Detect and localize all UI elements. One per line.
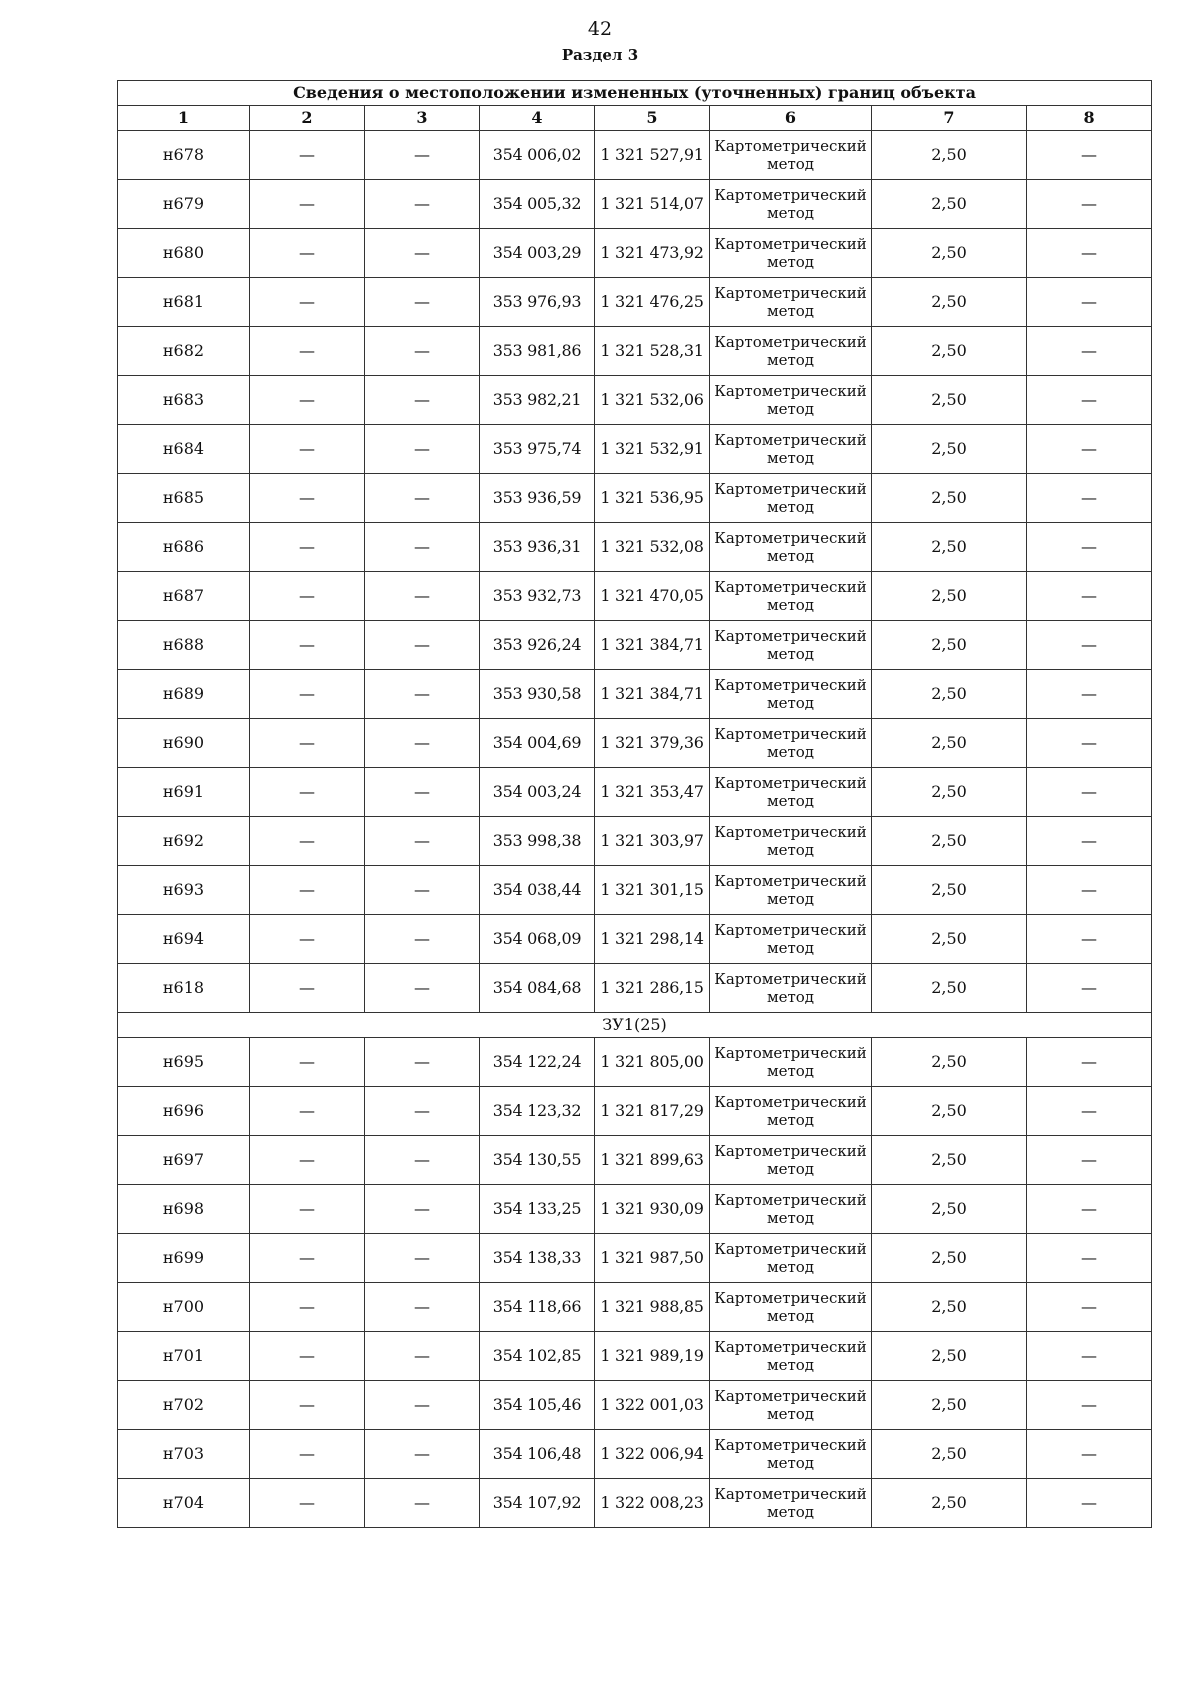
col3-cell: —	[365, 915, 480, 964]
table-row	[118, 425, 1152, 474]
point-id-cell: н696	[118, 1087, 250, 1136]
point-id-cell: н684	[118, 425, 250, 474]
col3-cell: —	[365, 621, 480, 670]
x-coordinate-cell: 353 936,31	[480, 523, 595, 572]
method-cell: Картометрический метод	[710, 1038, 872, 1087]
y-coordinate-cell: 1 321 301,15	[595, 866, 710, 915]
x-coordinate-cell: 353 936,59	[480, 474, 595, 523]
col8-cell: —	[1027, 1479, 1152, 1528]
table-row	[118, 474, 1152, 523]
point-id-cell: н702	[118, 1381, 250, 1430]
table-caption-row	[118, 81, 1152, 106]
table-body	[118, 81, 1152, 1528]
method-cell: Картометрический метод	[710, 1332, 872, 1381]
accuracy-cell: 2,50	[872, 1185, 1027, 1234]
method-cell: Картометрический метод	[710, 817, 872, 866]
x-coordinate-cell: 354 107,92	[480, 1479, 595, 1528]
col2-cell: —	[250, 523, 365, 572]
column-number-row	[118, 106, 1152, 131]
col8-cell: —	[1027, 768, 1152, 817]
y-coordinate-cell: 1 321 303,97	[595, 817, 710, 866]
y-coordinate-cell: 1 321 988,85	[595, 1283, 710, 1332]
y-coordinate-cell: 1 321 989,19	[595, 1332, 710, 1381]
accuracy-cell: 2,50	[872, 229, 1027, 278]
point-id-cell: н691	[118, 768, 250, 817]
col3-cell: —	[365, 474, 480, 523]
method-cell: Картометрический метод	[710, 866, 872, 915]
col3-cell: —	[365, 523, 480, 572]
column-header: 8	[1027, 106, 1152, 131]
point-id-cell: н701	[118, 1332, 250, 1381]
accuracy-cell: 2,50	[872, 915, 1027, 964]
col3-cell: —	[365, 964, 480, 1013]
table-row	[118, 1381, 1152, 1430]
method-cell: Картометрический метод	[710, 768, 872, 817]
point-id-cell: н698	[118, 1185, 250, 1234]
col3-cell: —	[365, 1234, 480, 1283]
col2-cell: —	[250, 572, 365, 621]
point-id-cell: н694	[118, 915, 250, 964]
method-cell: Картометрический метод	[710, 1283, 872, 1332]
point-id-cell: н693	[118, 866, 250, 915]
col2-cell: —	[250, 817, 365, 866]
method-cell: Картометрический метод	[710, 1234, 872, 1283]
point-id-cell: н697	[118, 1136, 250, 1185]
method-cell: Картометрический метод	[710, 670, 872, 719]
col2-cell: —	[250, 866, 365, 915]
col2-cell: —	[250, 1430, 365, 1479]
col8-cell: —	[1027, 1283, 1152, 1332]
col8-cell: —	[1027, 180, 1152, 229]
accuracy-cell: 2,50	[872, 1332, 1027, 1381]
accuracy-cell: 2,50	[872, 376, 1027, 425]
table-row	[118, 1479, 1152, 1528]
point-id-cell: н690	[118, 719, 250, 768]
method-cell: Картометрический метод	[710, 572, 872, 621]
group-label: ЗУ1(25)	[118, 1013, 1152, 1038]
table-row	[118, 278, 1152, 327]
column-header: 7	[872, 106, 1027, 131]
col8-cell: —	[1027, 572, 1152, 621]
y-coordinate-cell: 1 321 532,91	[595, 425, 710, 474]
y-coordinate-cell: 1 321 899,63	[595, 1136, 710, 1185]
col8-cell: —	[1027, 1087, 1152, 1136]
col2-cell: —	[250, 621, 365, 670]
method-cell: Картометрический метод	[710, 1185, 872, 1234]
accuracy-cell: 2,50	[872, 131, 1027, 180]
col3-cell: —	[365, 1332, 480, 1381]
table-row	[118, 817, 1152, 866]
col2-cell: —	[250, 425, 365, 474]
y-coordinate-cell: 1 322 008,23	[595, 1479, 710, 1528]
point-id-cell: н687	[118, 572, 250, 621]
column-header: 3	[365, 106, 480, 131]
boundary-coordinates-table	[117, 80, 1152, 1528]
method-cell: Картометрический метод	[710, 180, 872, 229]
col2-cell: —	[250, 180, 365, 229]
col8-cell: —	[1027, 1332, 1152, 1381]
method-cell: Картометрический метод	[710, 621, 872, 670]
accuracy-cell: 2,50	[872, 278, 1027, 327]
point-id-cell: н703	[118, 1430, 250, 1479]
x-coordinate-cell: 354 133,25	[480, 1185, 595, 1234]
col3-cell: —	[365, 817, 480, 866]
x-coordinate-cell: 353 982,21	[480, 376, 595, 425]
col8-cell: —	[1027, 1038, 1152, 1087]
col8-cell: —	[1027, 670, 1152, 719]
col3-cell: —	[365, 866, 480, 915]
col3-cell: —	[365, 327, 480, 376]
point-id-cell: н681	[118, 278, 250, 327]
y-coordinate-cell: 1 321 384,71	[595, 621, 710, 670]
y-coordinate-cell: 1 321 473,92	[595, 229, 710, 278]
col2-cell: —	[250, 719, 365, 768]
x-coordinate-cell: 354 005,32	[480, 180, 595, 229]
col8-cell: —	[1027, 425, 1152, 474]
col8-cell: —	[1027, 1430, 1152, 1479]
y-coordinate-cell: 1 321 379,36	[595, 719, 710, 768]
table-row	[118, 327, 1152, 376]
table-row	[118, 1234, 1152, 1283]
y-coordinate-cell: 1 321 528,31	[595, 327, 710, 376]
col8-cell: —	[1027, 278, 1152, 327]
col3-cell: —	[365, 719, 480, 768]
y-coordinate-cell: 1 321 353,47	[595, 768, 710, 817]
accuracy-cell: 2,50	[872, 1479, 1027, 1528]
method-cell: Картометрический метод	[710, 1479, 872, 1528]
y-coordinate-cell: 1 321 286,15	[595, 964, 710, 1013]
col2-cell: —	[250, 1283, 365, 1332]
point-id-cell: н678	[118, 131, 250, 180]
table-row	[118, 572, 1152, 621]
col8-cell: —	[1027, 1381, 1152, 1430]
method-cell: Картометрический метод	[710, 1430, 872, 1479]
accuracy-cell: 2,50	[872, 1283, 1027, 1332]
column-header: 2	[250, 106, 365, 131]
col3-cell: —	[365, 1185, 480, 1234]
y-coordinate-cell: 1 321 817,29	[595, 1087, 710, 1136]
x-coordinate-cell: 354 102,85	[480, 1332, 595, 1381]
col2-cell: —	[250, 768, 365, 817]
col2-cell: —	[250, 1038, 365, 1087]
table-row	[118, 1087, 1152, 1136]
col8-cell: —	[1027, 523, 1152, 572]
col2-cell: —	[250, 376, 365, 425]
y-coordinate-cell: 1 321 514,07	[595, 180, 710, 229]
column-header: 6	[710, 106, 872, 131]
y-coordinate-cell: 1 321 532,06	[595, 376, 710, 425]
accuracy-cell: 2,50	[872, 1430, 1027, 1479]
point-id-cell: н683	[118, 376, 250, 425]
method-cell: Картометрический метод	[710, 523, 872, 572]
y-coordinate-cell: 1 322 006,94	[595, 1430, 710, 1479]
col3-cell: —	[365, 180, 480, 229]
col3-cell: —	[365, 1381, 480, 1430]
col3-cell: —	[365, 1136, 480, 1185]
point-id-cell: н618	[118, 964, 250, 1013]
col2-cell: —	[250, 1234, 365, 1283]
column-header: 5	[595, 106, 710, 131]
table-row	[118, 719, 1152, 768]
x-coordinate-cell: 353 976,93	[480, 278, 595, 327]
x-coordinate-cell: 353 981,86	[480, 327, 595, 376]
accuracy-cell: 2,50	[872, 523, 1027, 572]
col2-cell: —	[250, 1136, 365, 1185]
col3-cell: —	[365, 572, 480, 621]
col8-cell: —	[1027, 376, 1152, 425]
table-row	[118, 1332, 1152, 1381]
point-id-cell: н679	[118, 180, 250, 229]
table-row	[118, 964, 1152, 1013]
col8-cell: —	[1027, 915, 1152, 964]
x-coordinate-cell: 354 003,29	[480, 229, 595, 278]
accuracy-cell: 2,50	[872, 768, 1027, 817]
x-coordinate-cell: 353 998,38	[480, 817, 595, 866]
y-coordinate-cell: 1 321 470,05	[595, 572, 710, 621]
col3-cell: —	[365, 376, 480, 425]
accuracy-cell: 2,50	[872, 1087, 1027, 1136]
col8-cell: —	[1027, 1136, 1152, 1185]
x-coordinate-cell: 354 123,32	[480, 1087, 595, 1136]
table-row	[118, 1283, 1152, 1332]
col3-cell: —	[365, 278, 480, 327]
table-row	[118, 621, 1152, 670]
col2-cell: —	[250, 1381, 365, 1430]
accuracy-cell: 2,50	[872, 670, 1027, 719]
col2-cell: —	[250, 1087, 365, 1136]
point-id-cell: н688	[118, 621, 250, 670]
col8-cell: —	[1027, 621, 1152, 670]
table-row	[118, 523, 1152, 572]
x-coordinate-cell: 354 004,69	[480, 719, 595, 768]
x-coordinate-cell: 354 084,68	[480, 964, 595, 1013]
col2-cell: —	[250, 474, 365, 523]
col2-cell: —	[250, 1185, 365, 1234]
table-row	[118, 131, 1152, 180]
table-row	[118, 376, 1152, 425]
method-cell: Картометрический метод	[710, 376, 872, 425]
table-row	[118, 1038, 1152, 1087]
col8-cell: —	[1027, 1185, 1152, 1234]
method-cell: Картометрический метод	[710, 278, 872, 327]
method-cell: Картометрический метод	[710, 229, 872, 278]
x-coordinate-cell: 354 106,48	[480, 1430, 595, 1479]
point-id-cell: н704	[118, 1479, 250, 1528]
col3-cell: —	[365, 1038, 480, 1087]
col2-cell: —	[250, 278, 365, 327]
table-row	[118, 670, 1152, 719]
col2-cell: —	[250, 229, 365, 278]
x-coordinate-cell: 354 003,24	[480, 768, 595, 817]
col8-cell: —	[1027, 474, 1152, 523]
page-number: 42	[587, 18, 613, 40]
x-coordinate-cell: 354 118,66	[480, 1283, 595, 1332]
col8-cell: —	[1027, 1234, 1152, 1283]
accuracy-cell: 2,50	[872, 327, 1027, 376]
accuracy-cell: 2,50	[872, 964, 1027, 1013]
accuracy-cell: 2,50	[872, 621, 1027, 670]
method-cell: Картометрический метод	[710, 131, 872, 180]
col2-cell: —	[250, 670, 365, 719]
table-row	[118, 1136, 1152, 1185]
col3-cell: —	[365, 1087, 480, 1136]
table-row	[118, 1185, 1152, 1234]
col8-cell: —	[1027, 866, 1152, 915]
col2-cell: —	[250, 1332, 365, 1381]
method-cell: Картометрический метод	[710, 474, 872, 523]
point-id-cell: н695	[118, 1038, 250, 1087]
y-coordinate-cell: 1 321 384,71	[595, 670, 710, 719]
accuracy-cell: 2,50	[872, 572, 1027, 621]
table-row	[118, 866, 1152, 915]
table-row	[118, 915, 1152, 964]
x-coordinate-cell: 354 038,44	[480, 866, 595, 915]
table-row	[118, 768, 1152, 817]
column-header: 1	[118, 106, 250, 131]
point-id-cell: н689	[118, 670, 250, 719]
col8-cell: —	[1027, 327, 1152, 376]
col8-cell: —	[1027, 719, 1152, 768]
col8-cell: —	[1027, 131, 1152, 180]
accuracy-cell: 2,50	[872, 1136, 1027, 1185]
y-coordinate-cell: 1 321 298,14	[595, 915, 710, 964]
x-coordinate-cell: 354 105,46	[480, 1381, 595, 1430]
method-cell: Картометрический метод	[710, 1136, 872, 1185]
col3-cell: —	[365, 1283, 480, 1332]
col3-cell: —	[365, 425, 480, 474]
col8-cell: —	[1027, 964, 1152, 1013]
y-coordinate-cell: 1 321 805,00	[595, 1038, 710, 1087]
x-coordinate-cell: 354 130,55	[480, 1136, 595, 1185]
col3-cell: —	[365, 1479, 480, 1528]
x-coordinate-cell: 354 138,33	[480, 1234, 595, 1283]
col2-cell: —	[250, 1479, 365, 1528]
method-cell: Картометрический метод	[710, 1381, 872, 1430]
section-title: Раздел 3	[561, 46, 639, 64]
method-cell: Картометрический метод	[710, 915, 872, 964]
point-id-cell: н699	[118, 1234, 250, 1283]
x-coordinate-cell: 353 975,74	[480, 425, 595, 474]
point-id-cell: н700	[118, 1283, 250, 1332]
x-coordinate-cell: 354 006,02	[480, 131, 595, 180]
col2-cell: —	[250, 915, 365, 964]
x-coordinate-cell: 354 122,24	[480, 1038, 595, 1087]
accuracy-cell: 2,50	[872, 817, 1027, 866]
accuracy-cell: 2,50	[872, 1381, 1027, 1430]
x-coordinate-cell: 353 926,24	[480, 621, 595, 670]
col2-cell: —	[250, 964, 365, 1013]
y-coordinate-cell: 1 321 476,25	[595, 278, 710, 327]
x-coordinate-cell: 353 930,58	[480, 670, 595, 719]
accuracy-cell: 2,50	[872, 180, 1027, 229]
table-row	[118, 1430, 1152, 1479]
point-id-cell: н682	[118, 327, 250, 376]
col2-cell: —	[250, 131, 365, 180]
method-cell: Картометрический метод	[710, 719, 872, 768]
accuracy-cell: 2,50	[872, 1234, 1027, 1283]
point-id-cell: н692	[118, 817, 250, 866]
column-header: 4	[480, 106, 595, 131]
y-coordinate-cell: 1 322 001,03	[595, 1381, 710, 1430]
point-id-cell: н686	[118, 523, 250, 572]
y-coordinate-cell: 1 321 532,08	[595, 523, 710, 572]
point-id-cell: н680	[118, 229, 250, 278]
method-cell: Картометрический метод	[710, 1087, 872, 1136]
y-coordinate-cell: 1 321 987,50	[595, 1234, 710, 1283]
col3-cell: —	[365, 131, 480, 180]
x-coordinate-cell: 353 932,73	[480, 572, 595, 621]
col2-cell: —	[250, 327, 365, 376]
col3-cell: —	[365, 768, 480, 817]
col3-cell: —	[365, 1430, 480, 1479]
table-caption: Сведения о местоположении измененных (уточненных) границ объекта	[118, 81, 1152, 106]
table-row	[118, 229, 1152, 278]
accuracy-cell: 2,50	[872, 719, 1027, 768]
method-cell: Картометрический метод	[710, 327, 872, 376]
col8-cell: —	[1027, 817, 1152, 866]
x-coordinate-cell: 354 068,09	[480, 915, 595, 964]
col8-cell: —	[1027, 229, 1152, 278]
col3-cell: —	[365, 229, 480, 278]
method-cell: Картометрический метод	[710, 425, 872, 474]
y-coordinate-cell: 1 321 536,95	[595, 474, 710, 523]
table-row	[118, 180, 1152, 229]
y-coordinate-cell: 1 321 527,91	[595, 131, 710, 180]
group-label-row	[118, 1013, 1152, 1038]
y-coordinate-cell: 1 321 930,09	[595, 1185, 710, 1234]
point-id-cell: н685	[118, 474, 250, 523]
accuracy-cell: 2,50	[872, 866, 1027, 915]
method-cell: Картометрический метод	[710, 964, 872, 1013]
accuracy-cell: 2,50	[872, 425, 1027, 474]
col3-cell: —	[365, 670, 480, 719]
accuracy-cell: 2,50	[872, 474, 1027, 523]
accuracy-cell: 2,50	[872, 1038, 1027, 1087]
